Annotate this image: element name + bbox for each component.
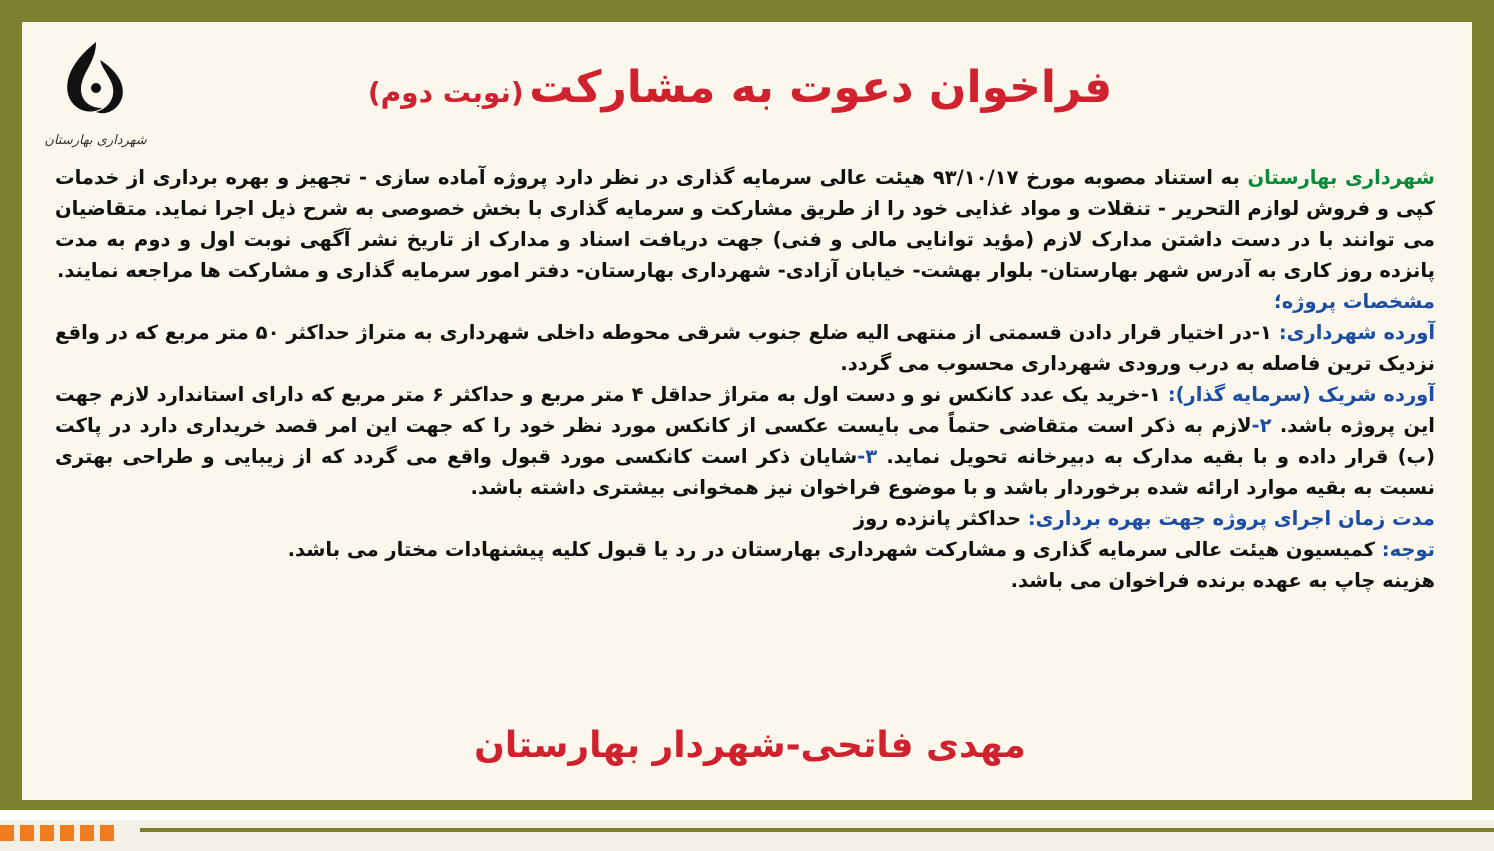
announcement-title [330, 62, 1150, 113]
municipality-logo [38, 38, 153, 168]
frame-right-border [1472, 0, 1494, 800]
frame-left-border [0, 0, 22, 800]
intro-paragraph [55, 162, 1435, 286]
title-sub: (نوبت دوم) [367, 76, 524, 109]
dashed-ornament [0, 825, 120, 841]
partner-contribution [55, 379, 1435, 503]
partner-number-2: ۲- [1251, 414, 1272, 437]
specs-heading: مشخصات پروژه؛ [1274, 290, 1435, 313]
frame-bottom-border [0, 800, 1494, 810]
duration-line [55, 503, 1435, 534]
title-main: فراخوان دعوت به مشارکت [529, 62, 1113, 113]
frame-top-border [0, 0, 1494, 22]
partner-item-2: لازم به ذکر است متقاضی حتماً می بایست عکسی از کانکس مورد نظر خود را که جهت این امر قصد خریداری دارد در پاکت (ب) قرار داده و با بقیه مدارک به دبیرخانه تحویل نماید. [55, 414, 1435, 468]
partner-number-3: ۳- [857, 445, 878, 468]
partner-label: آورده شریک (سرمایه گذار): [1167, 383, 1435, 406]
municipality-label: آورده شهرداری: [1278, 321, 1436, 344]
announcement-body [55, 162, 1435, 596]
note-text: کمیسیون هیئت عالی سرمایه گذاری و مشارکت شهرداری بهارستان در رد یا قبول کلیه پیشنهادات مختار می باشد. [287, 538, 1382, 561]
next-ad-strip [0, 820, 1494, 851]
duration-label: مدت زمان اجرای پروژه جهت بهره برداری: [1027, 507, 1435, 530]
duration-text: حداکثر پانزده روز [853, 507, 1028, 530]
partner-item-3: شایان ذکر است کانکسی مورد قبول واقع می گردد که از زیبایی و طراحی بهتری نسبت به بقیه موارد ارائه شده برخوردار باشد و با موضوع فراخوان نیز همخوانی بیشتری داشته باشد. [55, 445, 1435, 499]
intro-text: به استناد مصوبه مورخ ۹۳/۱۰/۱۷ هیئت عالی سرمایه گذاری در نظر دارد پروژه آماده سازی - تجهیز و بهره برداری از خدمات کپی و فروش لوازم التحریر - تنقلات و مواد غذایی خود را از طریق مشارکت و سرمایه گذاری با بخش خصوصی به شرح ذیل اجرا نماید. متقاضیان می توانند با در دست داشتن مدارک لازم (مؤید توانایی مالی و فنی) جهت دریافت اسناد و مدارک از تاریخ نشر آگهی نوبت اول و دوم به مدت پانزده روز کاری به آدرس شهر بهارستان- بلوار بهشت- خیابان آزادی- شهرداری بهارستان- دفتر امور سرمایه گذاری و مشارکت ها مراجعه نمایند. [55, 166, 1435, 282]
municipality-text: ۱-در اختیار قرار دادن قسمتی از منتهی الیه ضلع جنوب شرقی محوطه داخلی شهرداری به متراژ حداکثر ۵۰ متر مربع که در واقع نزدیک ترین فاصله به درب ورودی شهرداری محسوب می گردد. [55, 321, 1435, 375]
logo-emblem-icon [56, 38, 136, 118]
note-line [55, 534, 1435, 565]
logo-caption: شهرداری بهارستان [44, 133, 147, 148]
intro-lead: شهرداری بهارستان [1247, 166, 1435, 189]
next-ad-border [140, 828, 1494, 832]
partner-item-1: ۱-خرید یک عدد کانکس نو و دست اول به متراژ حداقل ۴ متر مربع و حداکثر ۶ متر مربع که دارای استاندارد لازم جهت این پروژه باشد. [55, 383, 1435, 437]
signature: مهدی فاتحی-شهردار بهارستان [474, 725, 1026, 766]
note-label: توجه: [1381, 538, 1435, 561]
municipality-contribution [55, 317, 1435, 379]
cost-line: هزینه چاپ به عهده برنده فراخوان می باشد. [1010, 569, 1435, 592]
